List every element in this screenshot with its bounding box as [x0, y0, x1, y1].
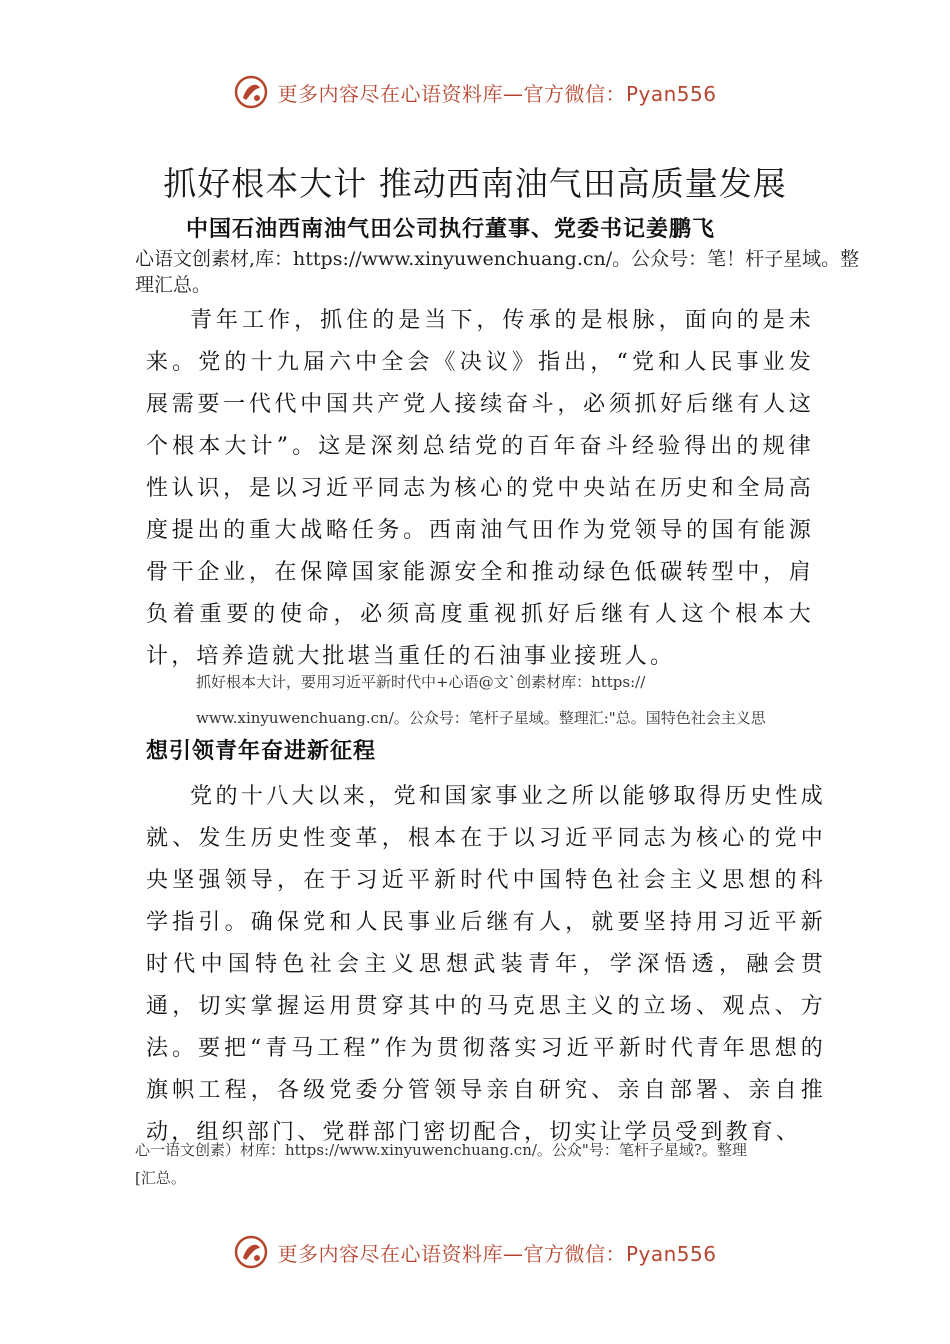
inline-note-1-line-2: www.xinyuwenchuang.cn/。公众号：笔杆子星域。整理汇:"总。国特色社会主义思 — [196, 709, 766, 727]
red-seal-logo-icon — [233, 74, 269, 110]
inline-note-2-line-1: 心一语文创素）材库：https://www.xinyuwenchuang.cn/。公众"号：笔杆子星域?。整理 — [135, 1141, 747, 1159]
section-heading: 想引领青年奋进新征程 — [146, 739, 377, 764]
inline-note-2 — [135, 1136, 855, 1192]
paragraph-2-text: 党的十八大以来，党和国家事业之所以能够取得历史性成就、发生历史性变革，根本在于以习近平同志为核心的党中央坚强领导，在于习近平新时代中国特色社会主义思想的科学指引。确保党和人民事业后继有人，就要坚持用习近平新时代中国特色社会主义思想武装青年，学深悟透，融会贯通，切实掌握运用贯穿其中的马克思主义的立场、观点、方法。要把“青马工程”作为贯彻落实习近平新时代青年思想的旗帜工程，各级党委分管领导亲自研究、亲自部署、亲自推动，组织部门、党群部门密切配合，切实让学员受到教育、 — [146, 784, 826, 1145]
inline-note-1-line-1: 抓好根本大计，要用习近平新时代中+心语@文`创素材库：https:// — [196, 673, 646, 691]
source-line: 心语文创素材,库：https://www.xinyuwenchuang.cn/。公众号：笔！杆子星域。整理汇总。 — [135, 248, 860, 296]
paragraph-2 — [146, 776, 826, 1154]
document-title: 抓好根本大计 推动西南油气田高质量发展 — [163, 164, 787, 203]
footer-banner-text: 更多内容尽在心语资料库—官方微信：Pyan556 — [277, 1241, 717, 1266]
inline-note-1 — [196, 664, 856, 736]
red-seal-logo-icon — [233, 1234, 269, 1270]
paragraph-1 — [146, 300, 814, 678]
inline-note-2-line-2: [汇总。 — [135, 1169, 186, 1187]
paragraph-1-text: 青年工作，抓住的是当下，传承的是根脉，面向的是未来。党的十九届六中全会《决议》指出，“党和人民事业发展需要一代代中国共产党人接续奋斗，必须抓好后继有人这个根本大计”。这是深刻总结党的百年奋斗经验得出的规律性认识，是以习近平同志为核心的党中央站在历史和全局高度提出的重大战略任务。西南油气田作为党领导的国有能源骨干企业，在保障国家能源安全和推动绿色低碳转型中，肩负着重要的使命，必须高度重视抓好后继有人这个根本大计，培养造就大批堪当重任的石油事业接班人。 — [146, 308, 814, 669]
header-banner-text: 更多内容尽在心语资料库—官方微信：Pyan556 — [277, 81, 717, 106]
document-author: 中国石油西南油气田公司执行董事、党委书记姜鹏飞 — [186, 216, 716, 242]
footer-banner — [0, 1232, 950, 1272]
header-banner — [0, 72, 950, 112]
